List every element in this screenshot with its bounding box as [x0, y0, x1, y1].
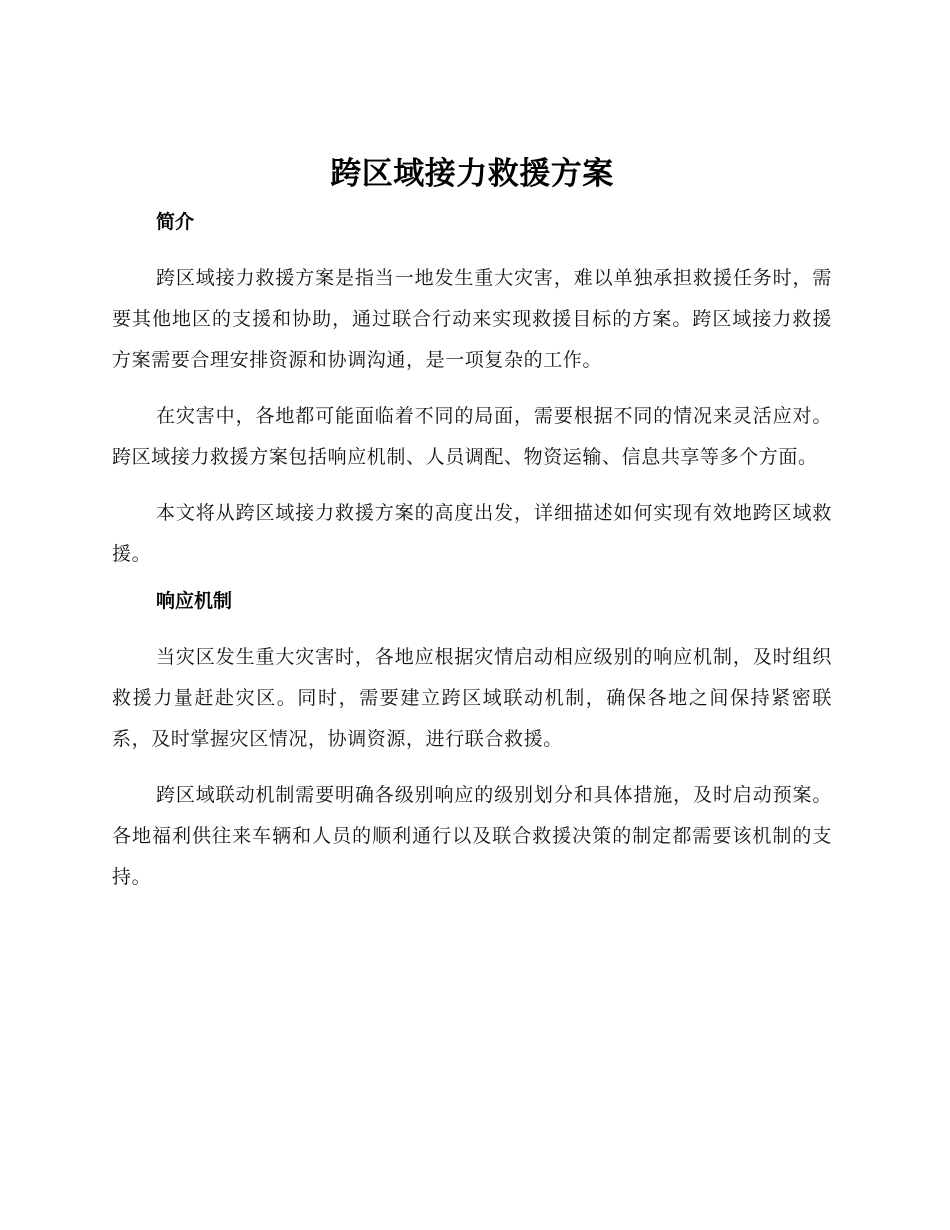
document-title: 跨区域接力救援方案	[330, 156, 614, 192]
paragraph: 当灾区发生重大灾害时，各地应根据灾情启动相应级别的响应机制，及时组织救援力量赶赴灾区。同时，需要建立跨区域联动机制，确保各地之间保持紧密联系，及时掌握灾区情况，协调资源，进行联合救援。	[112, 646, 832, 750]
paragraph: 跨区域联动机制需要明确各级别响应的级别划分和具体措施，及时启动预案。各地福利供往来车辆和人员的顺利通行以及联合救援决策的制定都需要该机制的支持。	[112, 784, 832, 888]
document-body	[112, 148, 832, 898]
section-heading-response-mechanism: 响应机制	[156, 590, 233, 612]
section-heading-intro: 简介	[156, 211, 195, 233]
paragraph: 本文将从跨区域接力救援方案的高度出发，详细描述如何实现有效地跨区域救援。	[112, 502, 832, 565]
paragraph: 跨区域接力救援方案是指当一地发生重大灾害，难以单独承担救援任务时，需要其他地区的支援和协助，通过联合行动来实现救援目标的方案。跨区域接力救援方案需要合理安排资源和协调沟通，是一项复杂的工作。	[112, 267, 832, 371]
paragraph: 在灾害中，各地都可能面临着不同的局面，需要根据不同的情况来灵活应对。跨区域接力救援方案包括响应机制、人员调配、物资运输、信息共享等多个方面。	[112, 405, 832, 468]
